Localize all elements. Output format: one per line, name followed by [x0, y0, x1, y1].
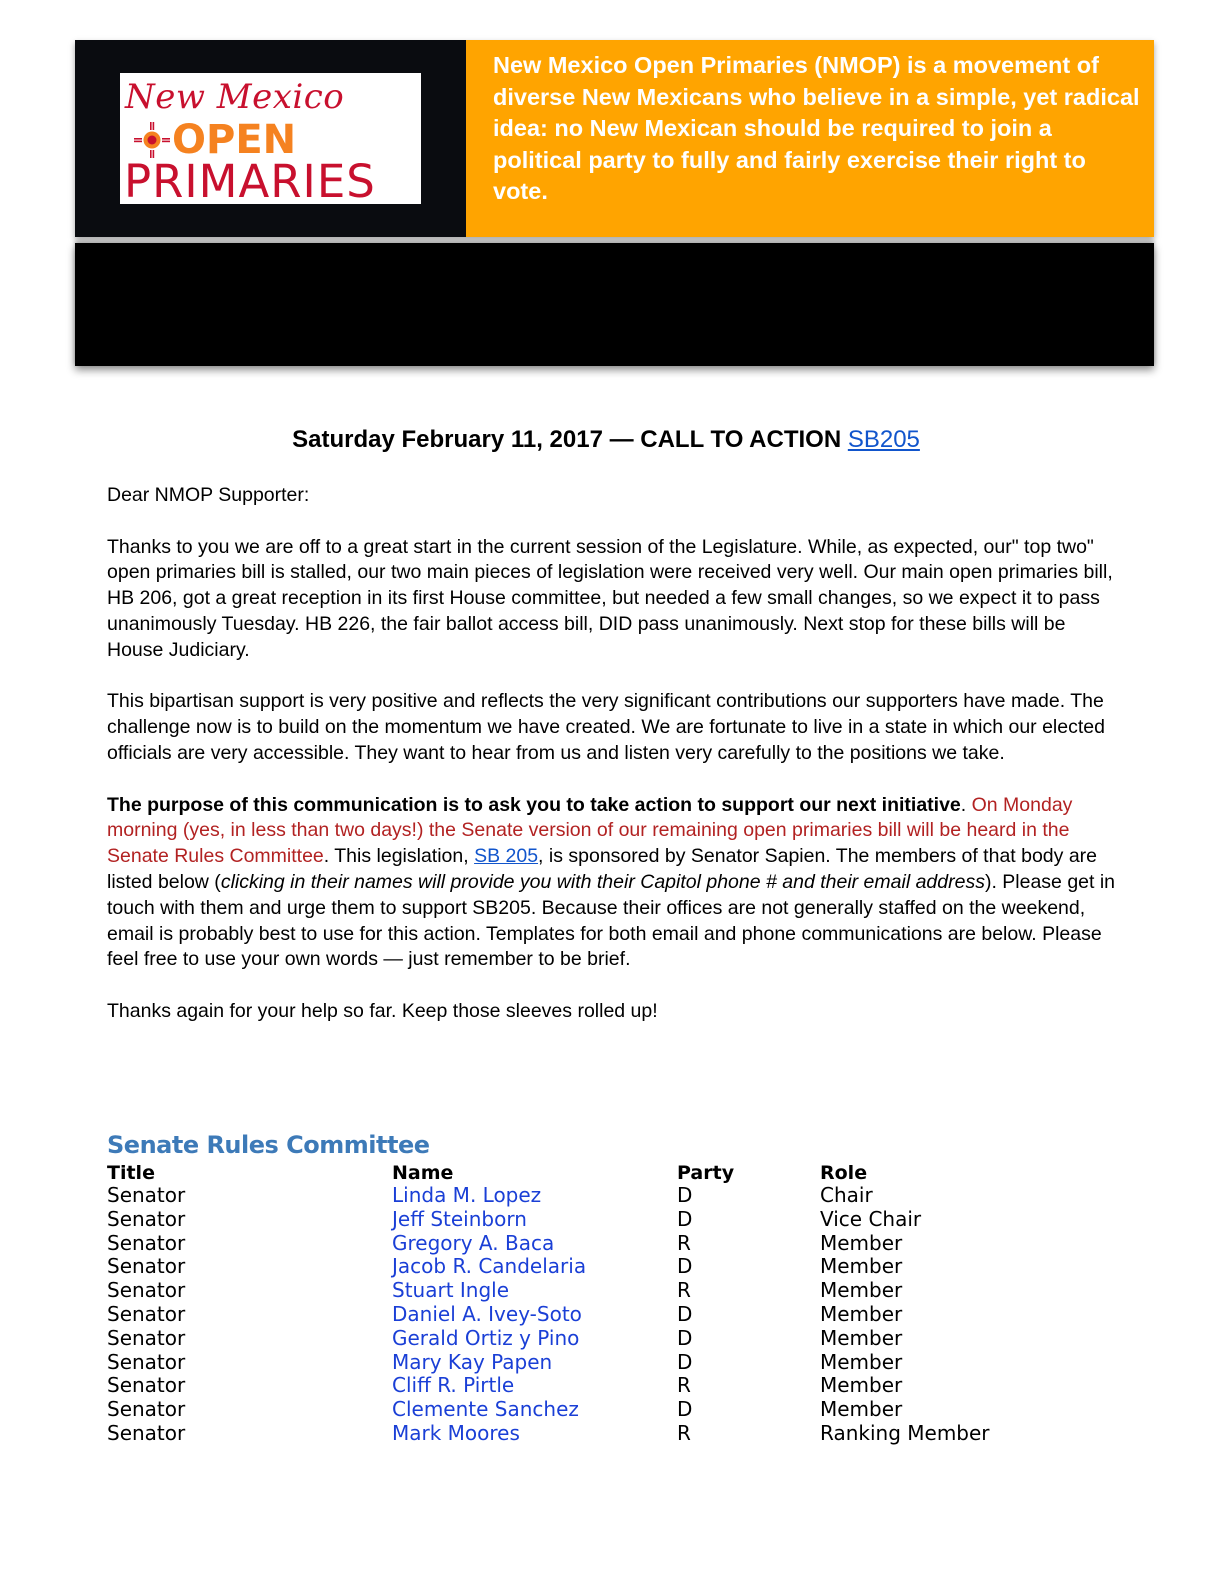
table-row	[107, 1184, 1070, 1208]
member-party: D	[677, 1183, 693, 1207]
member-party: D	[677, 1349, 693, 1374]
greeting: Dear NMOP Supporter:	[107, 484, 310, 506]
member-title: Senator	[107, 1397, 186, 1422]
zia-sun-icon	[134, 122, 170, 158]
hearing-alert-text: On Monday morning (yes, in less than two days!) the Senate version of our remaining open primaries bill will be heard in the Senate Rules Committee	[107, 793, 1073, 868]
text-run: , is sponsored by Senator Sapien. The members of that body are listed below (	[107, 845, 1098, 893]
member-name-link[interactable]: Mark Moores	[392, 1420, 520, 1445]
member-party: D	[677, 1254, 693, 1279]
column-header-party: Party	[677, 1162, 735, 1184]
letter-body	[107, 483, 1117, 1051]
member-title: Senator	[107, 1301, 186, 1326]
logo-primaries-word: PRIMARIES	[124, 155, 376, 208]
member-name-link[interactable]: Daniel A. Ivey-Soto	[392, 1301, 582, 1326]
action-bold-text: The purpose of this communication is to ask you to take action to support our next initiative	[107, 793, 961, 816]
sb205-body-link[interactable]: SB 205	[474, 845, 539, 868]
member-role: Member	[820, 1325, 903, 1350]
member-title: Senator	[107, 1230, 186, 1255]
member-title: Senator	[107, 1183, 186, 1207]
member-party: R	[677, 1373, 691, 1398]
nmop-logo	[120, 73, 421, 208]
member-name-link[interactable]: Gregory A. Baca	[392, 1230, 555, 1255]
member-title: Senator	[107, 1420, 186, 1445]
member-name-link[interactable]: Clemente Sanchez	[392, 1397, 579, 1422]
table-row	[107, 1208, 1070, 1232]
member-name-link[interactable]: Cliff R. Pirtle	[392, 1373, 515, 1398]
member-role: Vice Chair	[820, 1206, 922, 1231]
member-role: Member	[820, 1230, 903, 1255]
sb205-headline-link[interactable]: SB205	[847, 426, 920, 453]
table-row	[107, 1374, 1070, 1398]
paragraph-3	[107, 793, 1117, 974]
mission-statement: New Mexico Open Primaries (NMOP) is a movement of diverse New Mexicans who believe in a simple, yet radical idea: no New Mexican should be required to join a political party to fully and fairly exercise their right to vote.	[466, 40, 1154, 237]
column-header-name: Name	[392, 1162, 454, 1184]
member-title: Senator	[107, 1206, 186, 1231]
text-run: ). Please get in touch with them and urge them to support SB205. Because their offices are not generally staffed on the weekend, email is probably best to use for this action. Templates for both email and phone communications are below. Please feel free to use your own words — just remember to be brief.	[107, 870, 1116, 971]
committee-table-body	[107, 1184, 1070, 1446]
table-row	[107, 1232, 1070, 1256]
member-role: Member	[820, 1349, 903, 1374]
member-role: Member	[820, 1301, 903, 1326]
member-title: Senator	[107, 1254, 186, 1279]
column-header-title: Title	[107, 1162, 155, 1184]
member-name-link[interactable]: Jeff Steinborn	[392, 1206, 527, 1231]
committee-table	[107, 1162, 1070, 1446]
page-title	[0, 426, 1212, 454]
member-role: Member	[820, 1254, 903, 1279]
member-title: Senator	[107, 1278, 186, 1303]
member-name-link[interactable]: Stuart Ingle	[392, 1278, 510, 1303]
header-black-band	[75, 243, 1154, 366]
italic-note: clicking in their names will provide you with their Capitol phone # and their email address	[220, 870, 985, 893]
member-party: R	[677, 1420, 691, 1445]
member-name-link[interactable]: Jacob R. Candelaria	[392, 1254, 587, 1279]
member-party: D	[677, 1301, 693, 1326]
column-header-role: Role	[820, 1162, 868, 1184]
table-row	[107, 1255, 1070, 1279]
table-header-row	[107, 1162, 1070, 1184]
member-title: Senator	[107, 1373, 186, 1398]
member-party: R	[677, 1278, 691, 1303]
member-role: Chair	[820, 1183, 873, 1207]
text-run: . This legislation,	[323, 845, 475, 868]
table-row	[107, 1398, 1070, 1422]
logo-script-text: New Mexico	[125, 77, 345, 117]
member-party: D	[677, 1206, 693, 1231]
member-title: Senator	[107, 1325, 186, 1350]
member-name-link[interactable]: Gerald Ortiz y Pino	[392, 1325, 580, 1350]
member-name-link[interactable]: Mary Kay Papen	[392, 1349, 553, 1374]
table-row	[107, 1327, 1070, 1351]
member-title: Senator	[107, 1349, 186, 1374]
header-banner	[75, 40, 1154, 237]
paragraph-2: This bipartisan support is very positive and reflects the very significant contributions our supporters have made. The challenge now is to build on the momentum we have created. We are fortunate to live in a state in which our elected officials are very accessible. They want to hear from us and listen very carefully to the positions we take.	[107, 690, 1105, 764]
member-party: R	[677, 1230, 691, 1255]
table-row	[107, 1351, 1070, 1375]
member-role: Member	[820, 1278, 903, 1303]
paragraph-4: Thanks again for your help so far. Keep those sleeves rolled up!	[107, 999, 658, 1022]
member-role: Member	[820, 1397, 903, 1422]
table-row	[107, 1303, 1070, 1327]
member-party: D	[677, 1325, 693, 1350]
logo-open-word: OPEN	[172, 117, 297, 163]
headline-text: Saturday February 11, 2017 — CALL TO ACTION	[292, 426, 848, 453]
table-row	[107, 1279, 1070, 1303]
text-run: .	[960, 793, 972, 816]
member-name-link[interactable]: Linda M. Lopez	[392, 1183, 542, 1207]
paragraph-1: Thanks to you we are off to a great start in the current session of the Legislature. While, as expected, our" top two" open primaries bill is stalled, our two main pieces of legislation were received very well. Our main open primaries bill, HB 206, got a great reception in its first House committee, but needed a few small changes, so we expect it to pass unanimously Tuesday. HB 226, the fair ballot access bill, DID pass unanimously. Next stop for these bills will be House Judiciary.	[107, 535, 1113, 661]
member-role: Member	[820, 1373, 903, 1398]
member-party: D	[677, 1397, 693, 1422]
member-role: Ranking Member	[820, 1420, 990, 1445]
table-row	[107, 1422, 1070, 1446]
committee-heading: Senate Rules Committee	[107, 1131, 430, 1159]
